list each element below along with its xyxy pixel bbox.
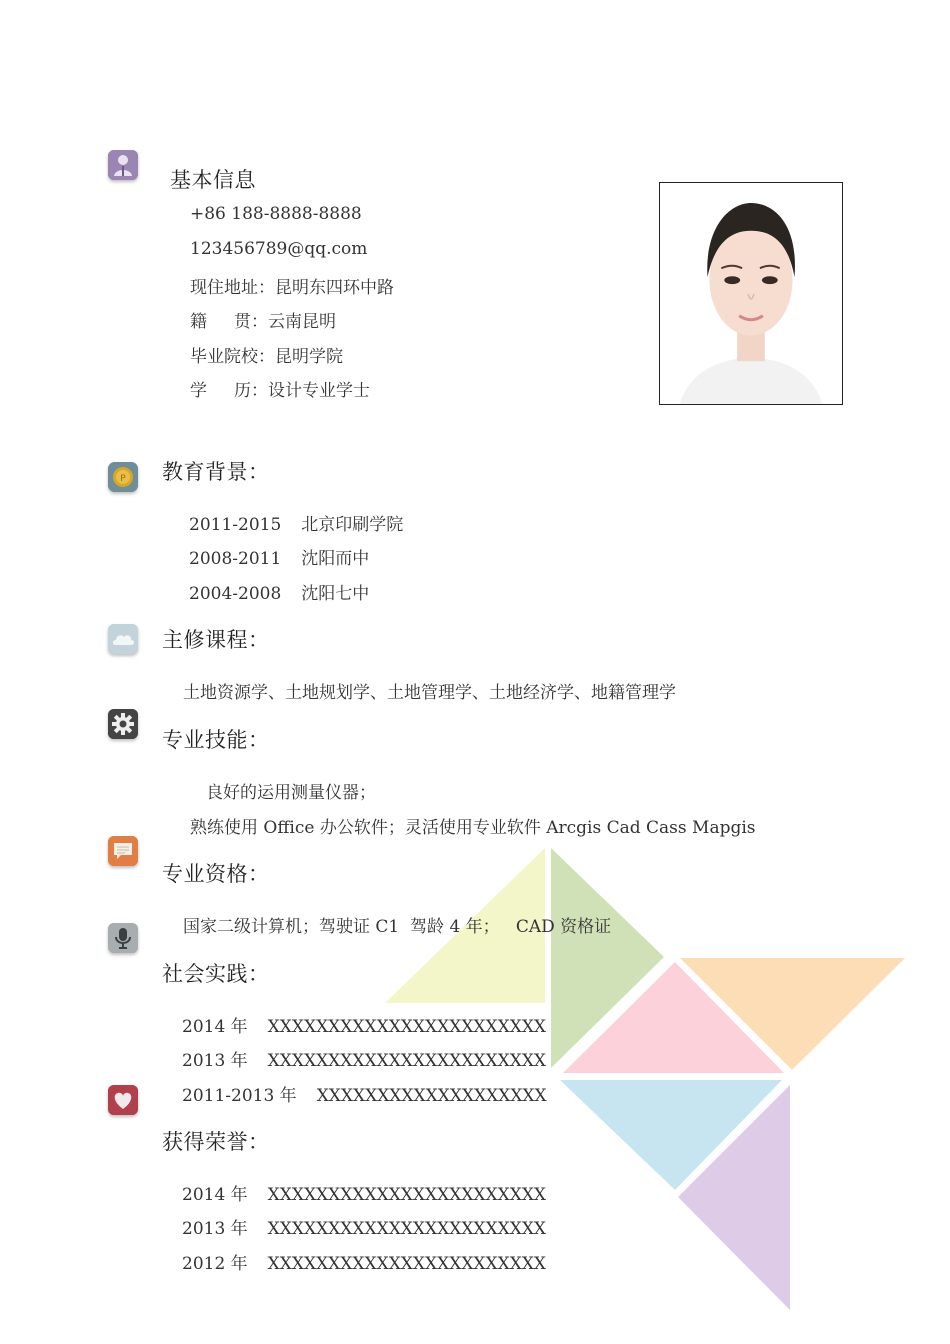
practice-year: 2014 年 [182,1017,248,1037]
qualifications-text: 国家二级计算机；驾驶证 C1 驾龄 4 年； CAD 资格证 [183,917,612,937]
education-item [189,510,403,535]
honor-item [182,1214,546,1239]
school-value: 昆明学院 [275,347,343,367]
qualifications-heading: 专业资格： [162,862,270,886]
basic-info-heading: 基本信息 [170,168,256,192]
practice-desc: XXXXXXXXXXXXXXXXXXXXXXX [267,1017,547,1037]
gear-icon [108,709,138,739]
degree-label: 学 历： [190,381,269,401]
skills-line-1: 良好的运用测量仪器； [206,783,376,803]
portrait-image [660,183,842,404]
school-label: 毕业院校： [190,347,275,367]
practice-year: 2013 年 [182,1051,248,1071]
cloud-icon [108,624,138,654]
person-icon [108,150,138,180]
profile-photo [659,182,843,405]
education-school: 沈阳而中 [301,549,370,569]
phone-number: +86 188-8888-8888 [190,204,362,224]
chat-bubble-icon [108,836,138,866]
practice-item [182,1012,546,1037]
heart-icon [108,1085,138,1115]
courses-heading: 主修课程： [162,628,270,652]
education-school: 北京印刷学院 [301,515,404,535]
email-address: 123456789@qq.com [190,239,368,259]
education-years: 2011-2015 [189,515,282,535]
honor-item [182,1249,546,1274]
address-label: 现住地址： [190,278,275,298]
microphone-icon [108,923,138,953]
courses-text: 土地资源学、土地规划学、土地管理学、土地经济学、地籍管理学 [183,683,676,703]
honor-desc: XXXXXXXXXXXXXXXXXXXXXXX [267,1185,547,1205]
skills-heading: 专业技能： [162,728,270,752]
address-value: 昆明东四环中路 [275,278,394,298]
education-school: 沈阳七中 [301,584,370,604]
degree-row [190,376,370,401]
honor-desc: XXXXXXXXXXXXXXXXXXXXXXX [267,1219,547,1239]
school-row [190,342,343,367]
practice-year: 2011-2013 年 [182,1086,297,1106]
practice-item [182,1046,546,1071]
origin-label: 籍 贯： [190,312,269,332]
honor-item [182,1180,546,1205]
education-years: 2004-2008 [189,584,282,604]
honor-year: 2013 年 [182,1219,248,1239]
honor-desc: XXXXXXXXXXXXXXXXXXXXXXX [267,1254,547,1274]
origin-value: 云南昆明 [268,312,337,332]
address-row [190,273,394,298]
education-item [189,544,369,569]
education-item [189,579,369,604]
origin-row [190,307,336,332]
education-heading: 教育背景： [162,460,270,484]
honor-year: 2012 年 [182,1254,248,1274]
degree-value: 设计专业学士 [268,381,371,401]
svg-text:P: P [120,474,126,484]
honor-year: 2014 年 [182,1185,248,1205]
practice-desc: XXXXXXXXXXXXXXXXXXXXXXX [267,1051,547,1071]
education-years: 2008-2011 [189,549,282,569]
coin-icon [108,462,138,492]
skills-line-2: 熟练使用 Office 办公软件；灵活使用专业软件 Arcgis Cad Cass Mapgis [190,818,756,838]
practice-heading: 社会实践： [162,962,270,986]
honors-heading: 获得荣誉： [162,1130,270,1154]
practice-desc: XXXXXXXXXXXXXXXXXXX [316,1086,547,1106]
practice-item [182,1081,547,1106]
